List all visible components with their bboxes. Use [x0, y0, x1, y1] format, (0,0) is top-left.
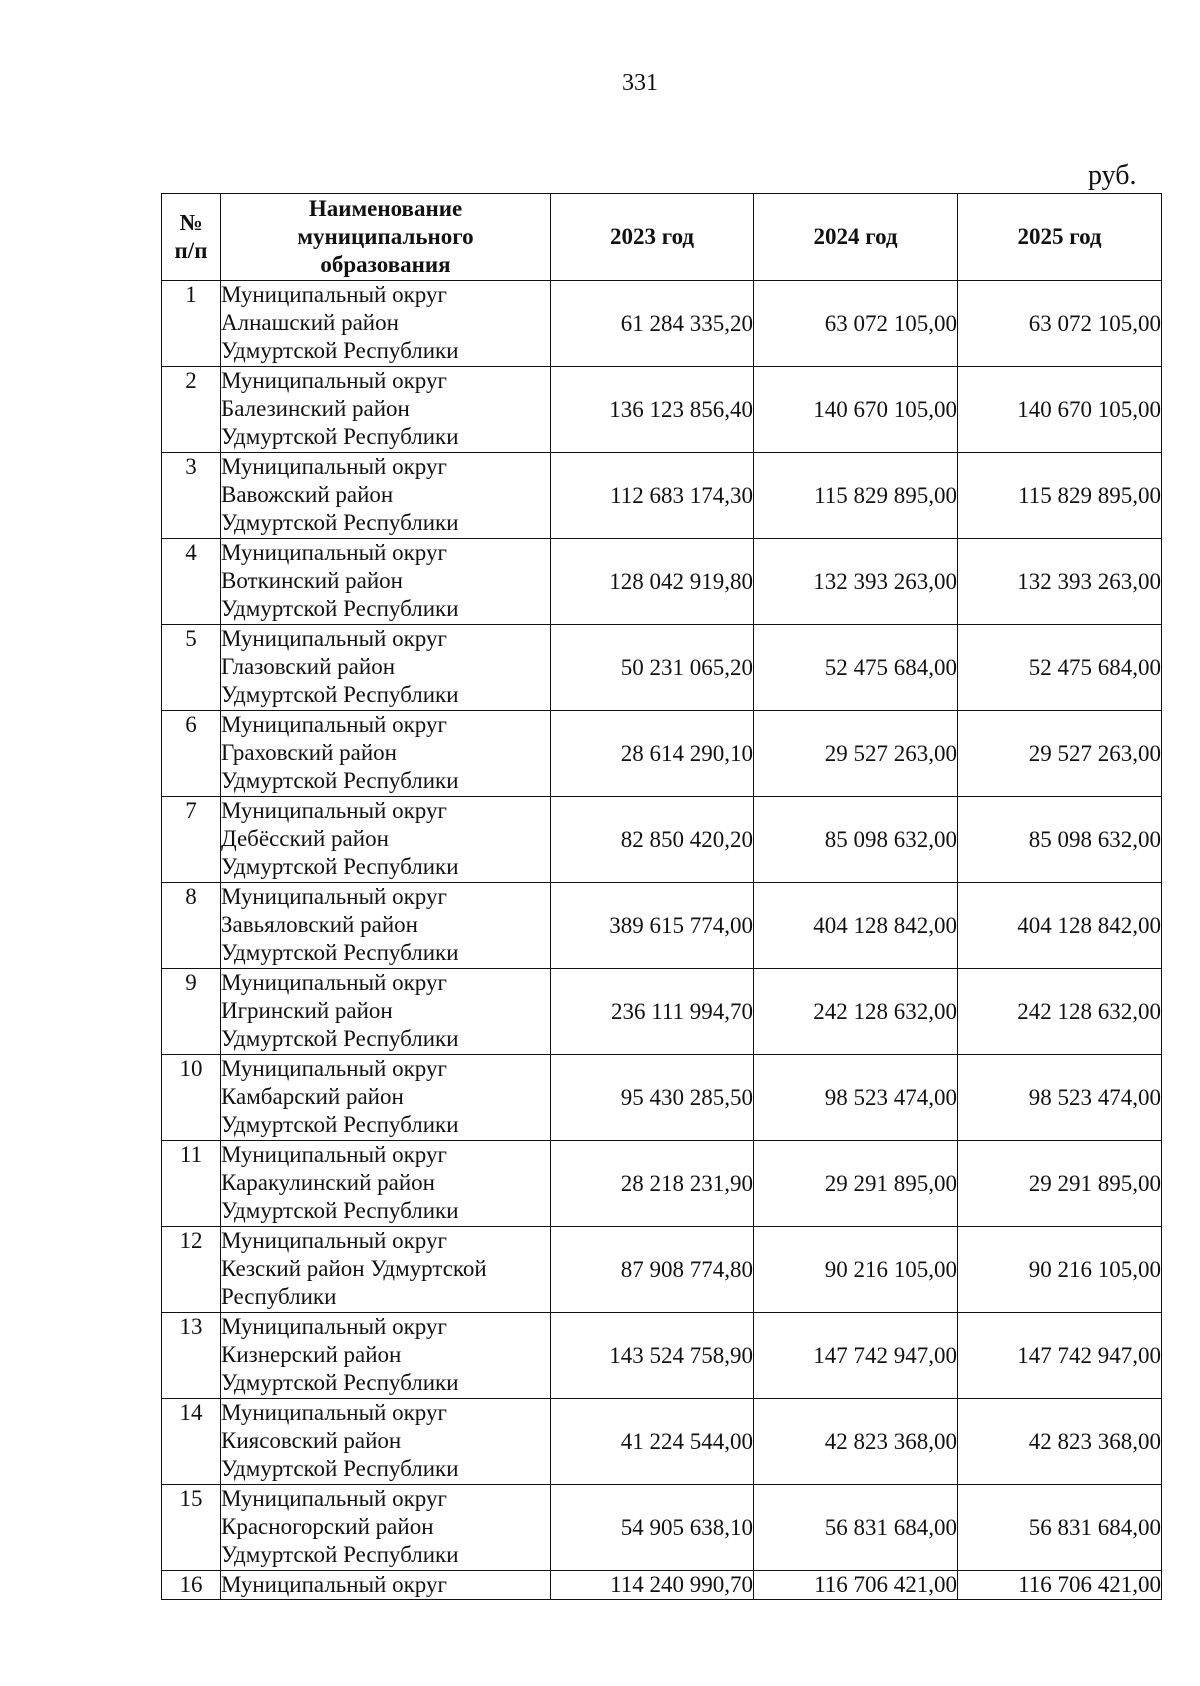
table-row: [162, 1227, 1162, 1313]
table-row: [162, 1485, 1162, 1571]
municipality-name-line: Воткинский район: [221, 568, 403, 593]
municipality-name-line: Удмуртской Республики: [221, 338, 459, 363]
table-header-row: [162, 194, 1162, 281]
municipality-name-line: Муниципальный округ: [221, 1400, 447, 1425]
row-number: 10: [162, 1055, 221, 1141]
amount-2024: 52 475 684,00: [754, 625, 958, 711]
amount-2023: 143 524 758,90: [551, 1313, 754, 1399]
municipality-name-line: Муниципальный округ: [221, 1228, 447, 1253]
row-number: 6: [162, 711, 221, 797]
row-number: 1: [162, 281, 221, 367]
municipality-name-line: Республики: [221, 1284, 337, 1309]
row-number: 3: [162, 453, 221, 539]
municipality-name: [221, 539, 551, 625]
header-num-line: п/п: [174, 238, 208, 263]
municipality-name-line: Граховский район: [221, 740, 397, 765]
municipality-name-line: Муниципальный округ: [221, 712, 447, 737]
municipality-name-line: Дебёсский район: [221, 826, 389, 851]
municipality-name-line: Муниципальный округ: [221, 1142, 447, 1167]
municipality-name: [221, 1227, 551, 1313]
municipality-name: [221, 969, 551, 1055]
amount-2024: 42 823 368,00: [754, 1399, 958, 1485]
amount-2023: 61 284 335,20: [551, 281, 754, 367]
municipality-name-line: Удмуртской Республики: [221, 596, 459, 621]
municipality-name-line: Удмуртской Республики: [221, 682, 459, 707]
amount-2023: 389 615 774,00: [551, 883, 754, 969]
row-number: 15: [162, 1485, 221, 1571]
municipality-name-line: Удмуртской Республики: [221, 854, 459, 879]
municipality-name-line: Муниципальный округ: [221, 454, 447, 479]
municipality-name-line: Муниципальный округ: [221, 970, 447, 995]
amount-2023: 50 231 065,20: [551, 625, 754, 711]
header-2024: 2024 год: [754, 194, 958, 281]
amount-2023: 28 218 231,90: [551, 1141, 754, 1227]
amount-2025: 98 523 474,00: [958, 1055, 1162, 1141]
header-name: [221, 194, 551, 281]
amount-2024: 85 098 632,00: [754, 797, 958, 883]
amount-2023: 236 111 994,70: [551, 969, 754, 1055]
row-number: 16: [162, 1571, 221, 1600]
table-row: [162, 1141, 1162, 1227]
table-row: [162, 367, 1162, 453]
table-row: [162, 625, 1162, 711]
municipality-name-line: Удмуртской Республики: [221, 1112, 459, 1137]
amount-2025: 29 291 895,00: [958, 1141, 1162, 1227]
table-row: [162, 1399, 1162, 1485]
amount-2023: 82 850 420,20: [551, 797, 754, 883]
municipality-name: [221, 1399, 551, 1485]
header-name-line: Наименование: [308, 196, 463, 221]
row-number: 9: [162, 969, 221, 1055]
row-number: 12: [162, 1227, 221, 1313]
row-number: 2: [162, 367, 221, 453]
row-number: 8: [162, 883, 221, 969]
amount-2025: 90 216 105,00: [958, 1227, 1162, 1313]
amount-2024: 98 523 474,00: [754, 1055, 958, 1141]
page-number: 331: [622, 70, 658, 96]
municipality-name: [221, 453, 551, 539]
municipality-name-line: Вавожский район: [221, 482, 394, 507]
municipality-name-line: Алнашский район: [221, 310, 399, 335]
table-row: [162, 453, 1162, 539]
municipality-name: [221, 1485, 551, 1571]
municipality-name-line: Кизнерский район: [221, 1342, 402, 1367]
header-name-line: муниципального: [297, 224, 474, 249]
municipality-name-line: Муниципальный округ: [221, 1056, 447, 1081]
municipality-name-line: Удмуртской Республики: [221, 1456, 459, 1481]
amount-2024: 90 216 105,00: [754, 1227, 958, 1313]
municipality-name: [221, 367, 551, 453]
budget-table: [161, 193, 1162, 1600]
municipality-name-line: Муниципальный округ: [221, 1314, 447, 1339]
municipality-name-line: Муниципальный округ: [221, 626, 447, 651]
municipality-name-line: Камбарский район: [221, 1084, 404, 1109]
row-number: 7: [162, 797, 221, 883]
municipality-name-line: Киясовский район: [221, 1428, 402, 1453]
table-row: [162, 969, 1162, 1055]
amount-2025: 404 128 842,00: [958, 883, 1162, 969]
table-row: [162, 1055, 1162, 1141]
amount-2024: 56 831 684,00: [754, 1485, 958, 1571]
municipality-name-line: Удмуртской Республики: [221, 768, 459, 793]
municipality-name-line: Удмуртской Республики: [221, 424, 459, 449]
table-body: [162, 281, 1162, 1600]
amount-2024: 63 072 105,00: [754, 281, 958, 367]
amount-2025: 29 527 263,00: [958, 711, 1162, 797]
amount-2025: 42 823 368,00: [958, 1399, 1162, 1485]
municipality-name: [221, 883, 551, 969]
amount-2024: 242 128 632,00: [754, 969, 958, 1055]
table-row: [162, 797, 1162, 883]
municipality-name-line: Муниципальный округ: [221, 540, 447, 565]
amount-2025: 85 098 632,00: [958, 797, 1162, 883]
amount-2025: 52 475 684,00: [958, 625, 1162, 711]
municipality-name: [221, 1571, 551, 1600]
municipality-name: [221, 797, 551, 883]
row-number: 14: [162, 1399, 221, 1485]
municipality-name: [221, 1141, 551, 1227]
municipality-name: [221, 625, 551, 711]
table-row: [162, 1571, 1162, 1600]
municipality-name: [221, 1055, 551, 1141]
table-row: [162, 1313, 1162, 1399]
amount-2024: 116 706 421,00: [754, 1571, 958, 1600]
municipality-name: [221, 1313, 551, 1399]
municipality-name-line: Удмуртской Республики: [221, 1026, 459, 1051]
table-row: [162, 539, 1162, 625]
amount-2024: 140 670 105,00: [754, 367, 958, 453]
amount-2023: 114 240 990,70: [551, 1571, 754, 1600]
amount-2025: 147 742 947,00: [958, 1313, 1162, 1399]
header-2023: 2023 год: [551, 194, 754, 281]
municipality-name-line: Муниципальный округ: [221, 1486, 447, 1511]
amount-2025: 56 831 684,00: [958, 1485, 1162, 1571]
municipality-name-line: Удмуртской Республики: [221, 1198, 459, 1223]
row-number: 13: [162, 1313, 221, 1399]
row-number: 4: [162, 539, 221, 625]
amount-2023: 95 430 285,50: [551, 1055, 754, 1141]
municipality-name-line: Глазовский район: [221, 654, 396, 679]
table-row: [162, 281, 1162, 367]
municipality-name-line: Муниципальный округ: [221, 1572, 447, 1597]
row-number: 11: [162, 1141, 221, 1227]
municipality-name-line: Красногорский район: [221, 1514, 434, 1539]
municipality-name-line: Удмуртской Республики: [221, 1542, 459, 1567]
amount-2024: 147 742 947,00: [754, 1313, 958, 1399]
municipality-name-line: Завьяловский район: [221, 912, 418, 937]
amount-2024: 404 128 842,00: [754, 883, 958, 969]
amount-2025: 132 393 263,00: [958, 539, 1162, 625]
municipality-name-line: Муниципальный округ: [221, 368, 447, 393]
municipality-name-line: Муниципальный округ: [221, 884, 447, 909]
municipality-name-line: Каракулинский район: [221, 1170, 435, 1195]
amount-2023: 41 224 544,00: [551, 1399, 754, 1485]
amount-2023: 128 042 919,80: [551, 539, 754, 625]
amount-2023: 28 614 290,10: [551, 711, 754, 797]
amount-2023: 87 908 774,80: [551, 1227, 754, 1313]
amount-2024: 29 527 263,00: [754, 711, 958, 797]
municipality-name: [221, 281, 551, 367]
municipality-name-line: Удмуртской Республики: [221, 940, 459, 965]
amount-2023: 112 683 174,30: [551, 453, 754, 539]
header-2025: 2025 год: [958, 194, 1162, 281]
currency-unit-label: руб.: [1088, 160, 1137, 191]
header-num: [162, 194, 221, 281]
municipality-name-line: Удмуртской Республики: [221, 1370, 459, 1395]
municipality-name-line: Муниципальный округ: [221, 282, 447, 307]
amount-2025: 140 670 105,00: [958, 367, 1162, 453]
municipality-name-line: Балезинский район: [221, 396, 410, 421]
table-row: [162, 711, 1162, 797]
municipality-name-line: Муниципальный округ: [221, 798, 447, 823]
municipality-name: [221, 711, 551, 797]
municipality-name-line: Удмуртской Республики: [221, 510, 459, 535]
amount-2025: 116 706 421,00: [958, 1571, 1162, 1600]
amount-2024: 29 291 895,00: [754, 1141, 958, 1227]
amount-2025: 63 072 105,00: [958, 281, 1162, 367]
amount-2025: 242 128 632,00: [958, 969, 1162, 1055]
table-row: [162, 883, 1162, 969]
header-num-line: №: [179, 210, 203, 235]
amount-2025: 115 829 895,00: [958, 453, 1162, 539]
municipality-name-line: Игринский район: [221, 998, 393, 1023]
amount-2024: 115 829 895,00: [754, 453, 958, 539]
amount-2023: 136 123 856,40: [551, 367, 754, 453]
row-number: 5: [162, 625, 221, 711]
amount-2023: 54 905 638,10: [551, 1485, 754, 1571]
header-name-line: образования: [320, 252, 451, 277]
municipality-name-line: Кезский район Удмуртской: [221, 1256, 487, 1281]
amount-2024: 132 393 263,00: [754, 539, 958, 625]
